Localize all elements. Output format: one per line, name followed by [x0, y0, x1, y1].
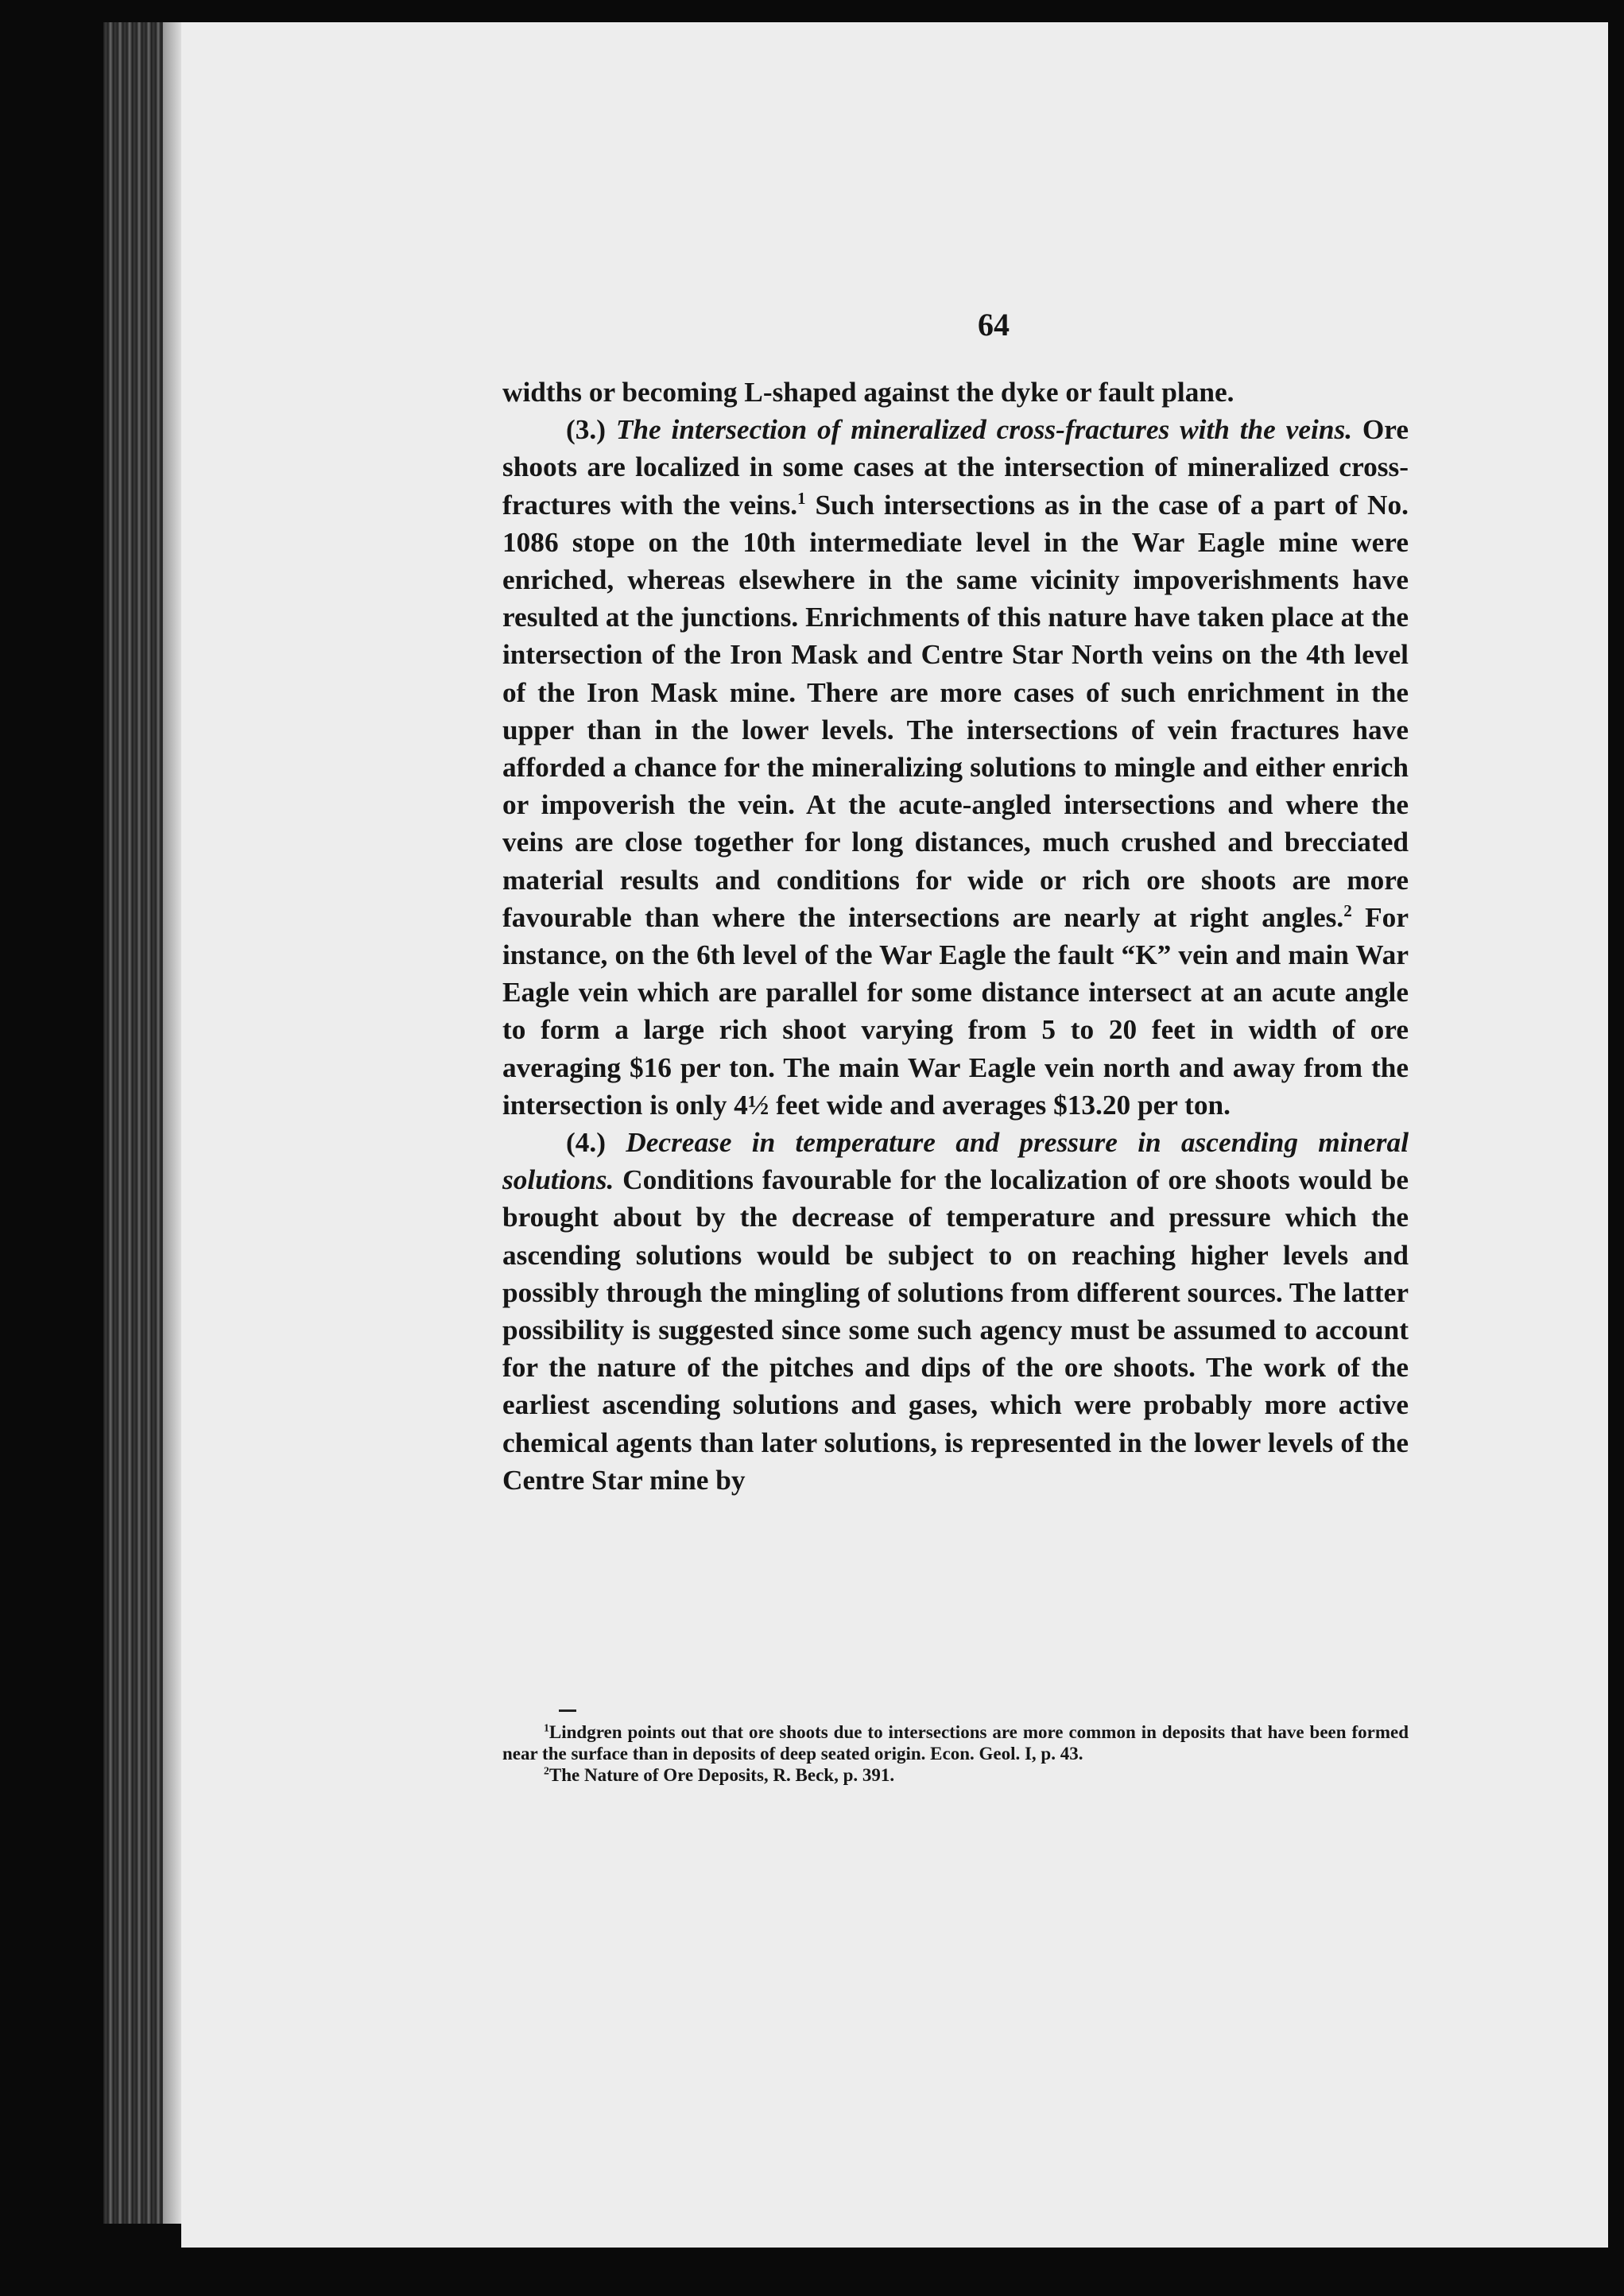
- paragraph-text: Such intersections as in the case of a part of No. 1086 stope on the 10th intermediate level in the War Eagle mine were enriched, whereas elsewhere in the same vicinity impoverishments have resulted at the junctions. Enrichments of this nature have taken place at the intersection of the Iron Mask and Centre Star North veins on the 4th level of the Iron Mask mine. There are more cases of such enrichment in the upper than in the lower levels. The intersections of vein fractures have afforded a chance for the mineralizing solutions to mingle and either enrich or impoverish the vein. At the acute-angled intersections and where the veins are close together for long distances, much crushed and brecciated material results and conditions for wide or rich ore shoots are more favourable than where the intersections are nearly at right angles.: [502, 489, 1409, 933]
- footnote-text: The Nature of Ore Deposits, R. Beck, p. 391.: [548, 1765, 895, 1785]
- footnote-marker: 2: [544, 1764, 549, 1777]
- paragraph-text: Ore shoots are localized in some cases at the intersection of mineralized cross-fractures with the veins.: [502, 414, 1409, 521]
- paragraph-text: For instance, on the 6th level of the War Eagle the fault “K” vein and main War Eagle vein which are parallel for some distance intersect at an acute angle to form a large rich shoot varying from 5 to 20 feet in width of ore averaging $16 per ton. The main War Eagle vein north and away from the intersection is only 4½ feet wide and averages $13.20 per ton.: [502, 901, 1409, 1121]
- footnote-ref: 2: [1343, 901, 1352, 921]
- footnote-ref: 1: [797, 488, 806, 508]
- footnote: [502, 1721, 1409, 1764]
- footnote-rule: [559, 1709, 576, 1712]
- paragraph-continuation: widths or becoming L-shaped against the dyke or fault plane.: [502, 377, 1234, 408]
- section-marker: (4.): [566, 1127, 606, 1159]
- page-number: 64: [978, 307, 1010, 343]
- section-marker: (3.): [566, 414, 606, 446]
- footnote: [502, 1764, 1409, 1786]
- footnote-marker: 1: [544, 1721, 549, 1734]
- paragraph-text: Conditions favourable for the localization of ore shoots would be brought about by the decrease of temperature and pressure which the ascending solutions would be subject to on reaching higher levels and possibly through the mingling of solutions from different sources. The latter possibility is suggested since some such agency must be assumed to account for the nature of the pitches and dips of the ore shoots. The work of the earliest ascending solutions and gases, which were probably more active chemical agents than later solutions, is represented in the lower levels of the Centre Star mine by: [502, 1164, 1409, 1496]
- section-heading: Decrease in temperature and pressure in ascending mineral solutions.: [502, 1127, 1409, 1196]
- body-text: [502, 374, 1409, 1499]
- footnotes: [502, 1721, 1409, 1786]
- paragraph-temperature: [502, 1124, 1409, 1499]
- section-heading: The intersection of mineralized cross-fractures with the veins.: [615, 414, 1353, 446]
- footnote-text: Lindgren points out that ore shoots due to intersections are more common in deposits that have been formed near the surface than in deposits of deep seated origin. Econ. Geol. I, p. 43.: [502, 1722, 1409, 1764]
- paragraph-intersections: [502, 411, 1409, 1124]
